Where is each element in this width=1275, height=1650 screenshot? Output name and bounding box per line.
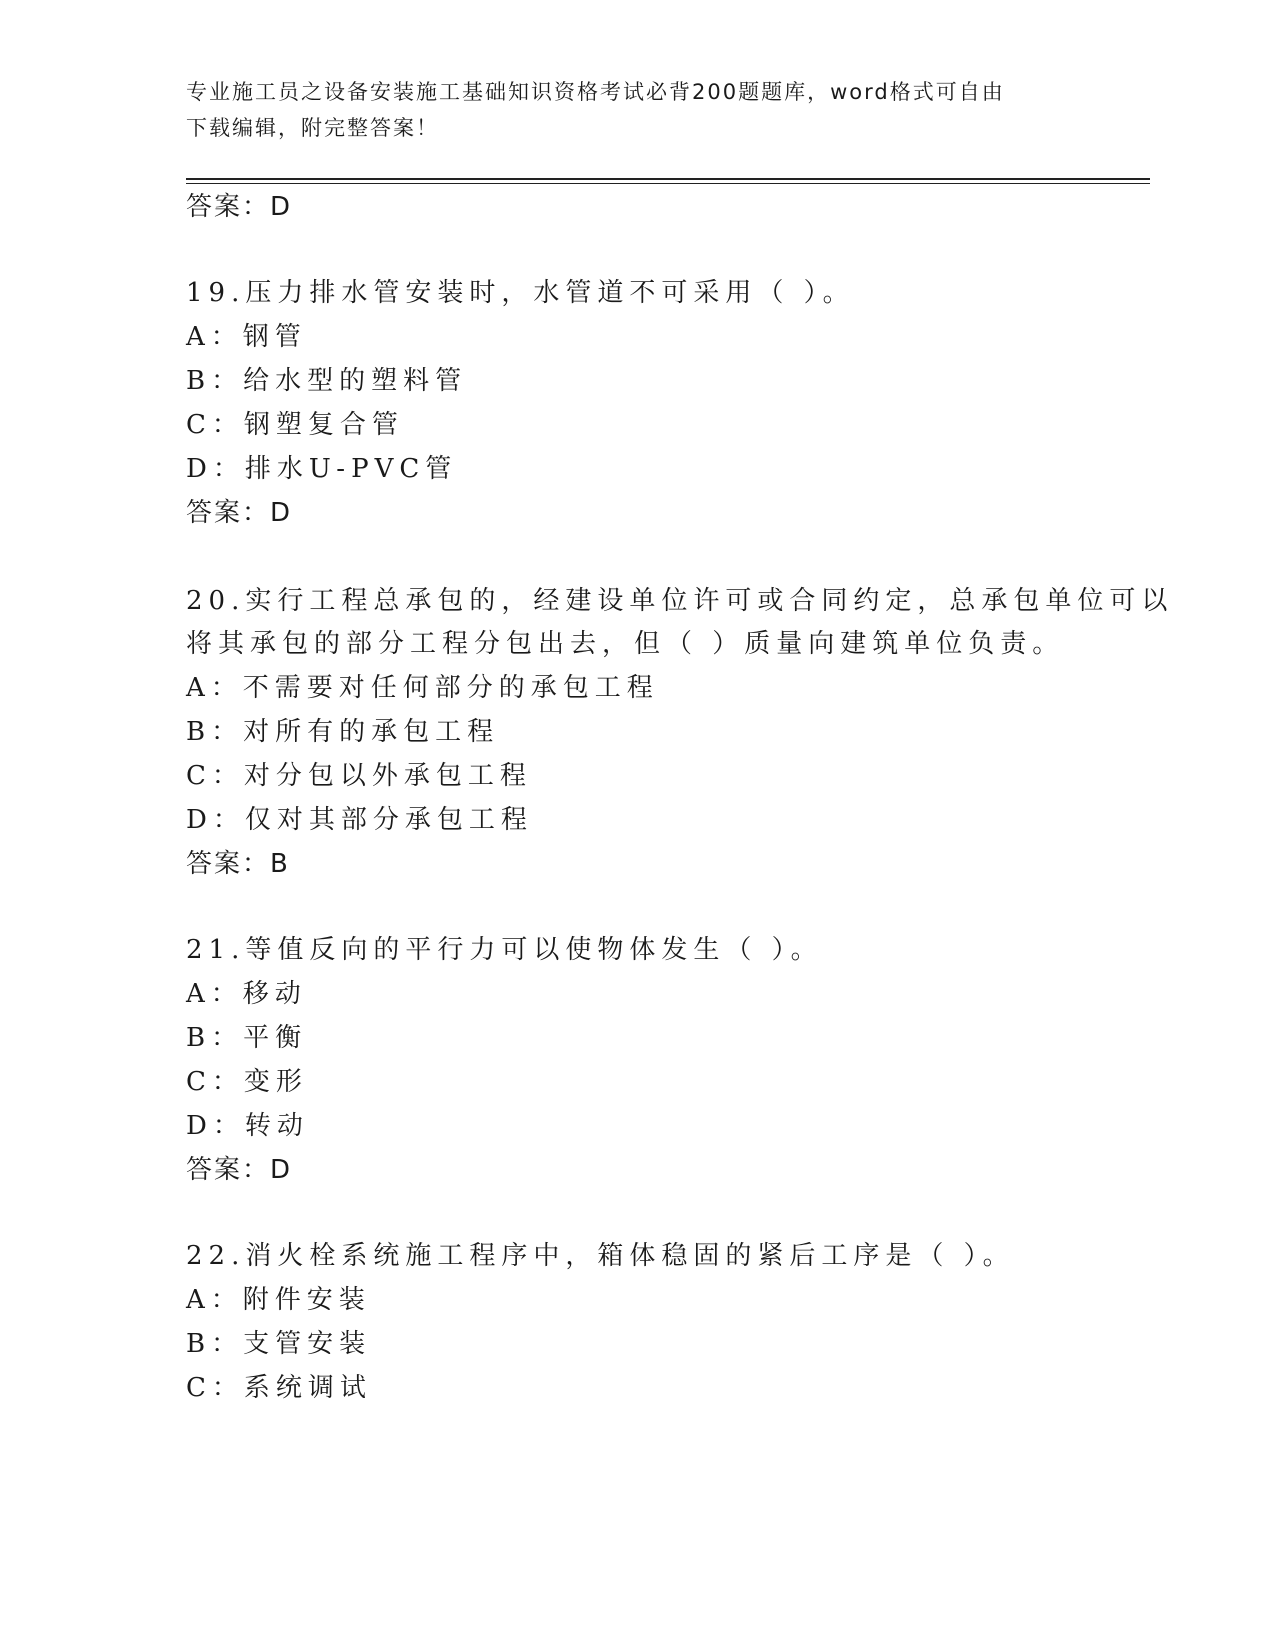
- header-divider-thin: [186, 183, 1150, 184]
- question-20-stem-line-2: 将其承包的部分工程分包出去，但（ ）质量向建筑单位负责。: [186, 629, 1065, 659]
- question-20-option-c: C：对分包以外承包工程: [186, 761, 532, 791]
- question-22-option-c: C：系统调试: [186, 1373, 372, 1403]
- question-21-option-c: C：变形: [186, 1067, 308, 1097]
- question-19-option-b: B：给水型的塑料管: [186, 366, 468, 396]
- question-22-stem: 22.消火栓系统施工程序中，箱体稳固的紧后工序是（ ）。: [186, 1241, 1015, 1271]
- question-21-option-b: B：平衡: [186, 1023, 308, 1053]
- question-22-option-a: A：附件安装: [186, 1285, 371, 1315]
- question-21-option-a: A：移动: [186, 979, 307, 1009]
- question-20-answer: 答案：B: [186, 849, 290, 879]
- question-21-answer: 答案：D: [186, 1155, 293, 1185]
- question-19-stem: 19.压力排水管安装时，水管道不可采用（ ）。: [186, 278, 855, 308]
- header-line-1: 专业施工员之设备安装施工基础知识资格考试必背200题题库，word格式可自由: [186, 80, 1005, 104]
- question-20-option-a: A：不需要对任何部分的承包工程: [186, 673, 659, 703]
- answer-previous: 答案：D: [186, 192, 293, 222]
- question-19-option-d: D：排水U-PVC管: [186, 454, 458, 484]
- question-20-stem-line-1: 20.实行工程总承包的，经建设单位许可或合同约定，总承包单位可以: [186, 586, 1174, 616]
- question-21-option-d: D：转动: [186, 1111, 309, 1141]
- question-21-stem: 21.等值反向的平行力可以使物体发生（ ）。: [186, 935, 823, 965]
- document-header: [186, 74, 1066, 146]
- question-19-option-c: C：钢塑复合管: [186, 410, 404, 440]
- question-19-option-a: A：钢管: [186, 322, 307, 352]
- header-divider-thick: [186, 178, 1150, 180]
- question-22-option-b: B：支管安装: [186, 1329, 372, 1359]
- header-line-2: 下载编辑，附完整答案！: [186, 116, 439, 140]
- question-20-option-b: B：对所有的承包工程: [186, 717, 500, 747]
- question-19-answer: 答案：D: [186, 498, 293, 528]
- question-20-option-d: D：仅对其部分承包工程: [186, 805, 533, 835]
